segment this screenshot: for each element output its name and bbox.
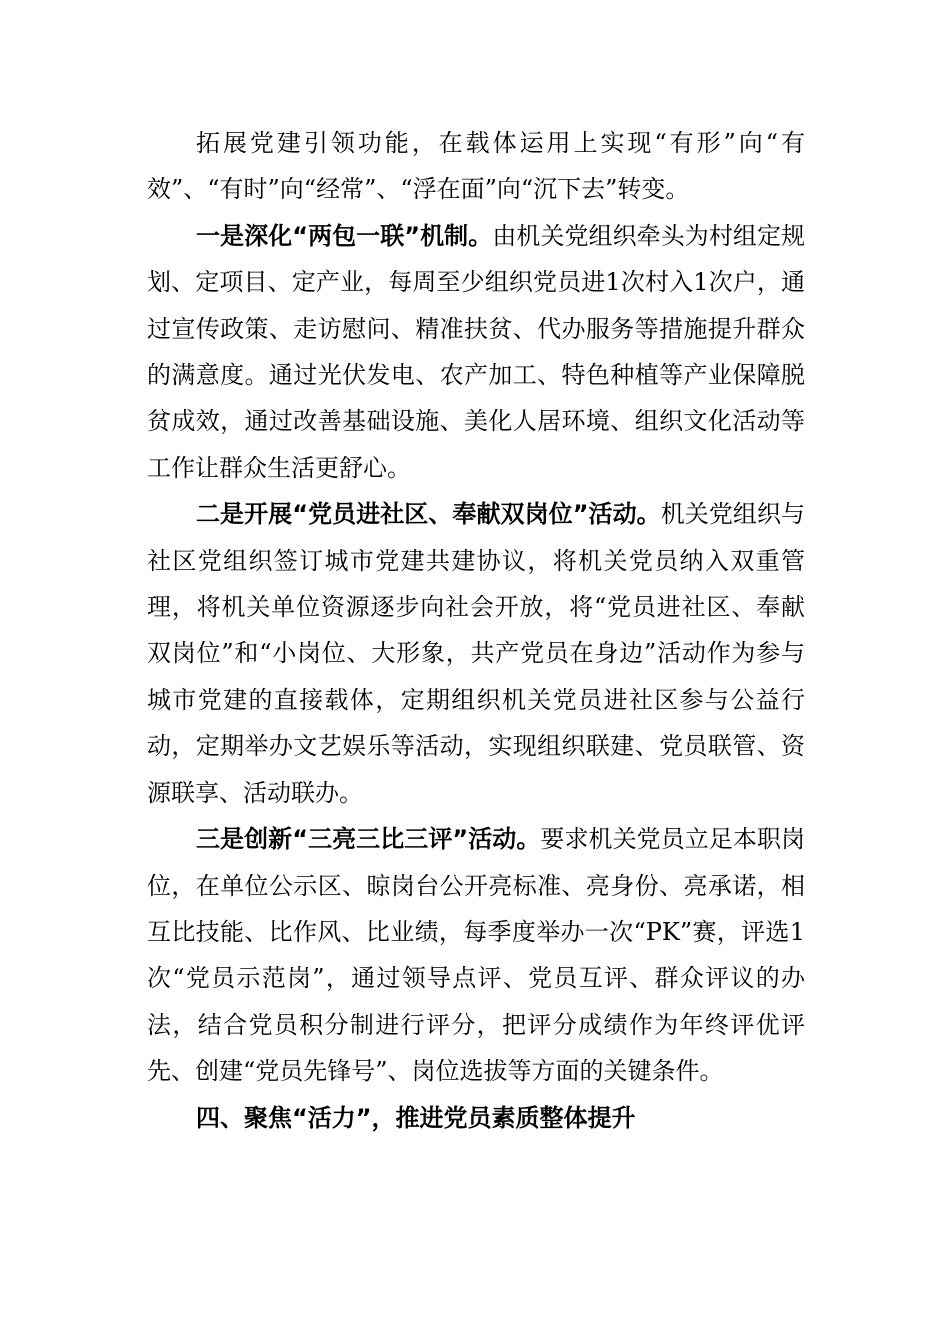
paragraph-lead: 二是开展“党员进社区、奉献双岗位”活动。 (196, 500, 661, 529)
paragraph-text: 拓展党建引领功能，在载体运用上实现“有形”向“有效”、“有时”向“经常”、“浮在面”向“沉下去”转变。 (147, 129, 805, 204)
paragraph-intro (147, 120, 805, 213)
paragraph-item-2 (147, 491, 805, 816)
paragraph-lead: 一是深化“两包一联”机制。 (196, 221, 493, 250)
paragraph-text: 机关党组织与社区党组织签订城市党建共建协议，将机关党员纳入双重管理，将机关单位资源逐步向社会开放，将“党员进社区、奉献双岗位”和“小岗位、大形象，共产党员在身边”活动作为参与城市党建的直接载体，定期组织机关党员进社区参与公益行动，定期举办文艺娱乐等活动，实现组织联建、党员联管、资源联享、活动联办。 (147, 500, 806, 807)
document-body (147, 120, 805, 1141)
paragraph-item-1 (147, 213, 805, 491)
paragraph-lead: 三是创新“三亮三比三评”活动。 (196, 825, 541, 854)
paragraph-item-3 (147, 816, 805, 1094)
section-heading: 四、聚焦“活力”，推进党员素质整体提升 (196, 1103, 636, 1132)
paragraph-text: 由机关党组织牵头为村组定规划、定项目、定产业，每周至少组织党员进1次村入1次户，通过宣传政策、走访慰问、精准扶贫、代办服务等措施提升群众的满意度。通过光伏发电、农产加工、特色种植等产业保障脱贫成效，通过改善基础设施、美化人居环境、组织文化活动等工作让群众生活更舒心。 (147, 221, 806, 482)
paragraph-text: 要求机关党员立足本职岗位，在单位公示区、晾岗台公开亮标准、亮身份、亮承诺，相互比技能、比作风、比业绩，每季度举办一次“PK”赛，评选1次“党员示范岗”，通过领导点评、党员互评、群众评议的办法，结合党员积分制进行评分，把评分成绩作为年终评优评先、创建“党员先锋号”、岗位选拔等方面的关键条件。 (147, 825, 806, 1086)
